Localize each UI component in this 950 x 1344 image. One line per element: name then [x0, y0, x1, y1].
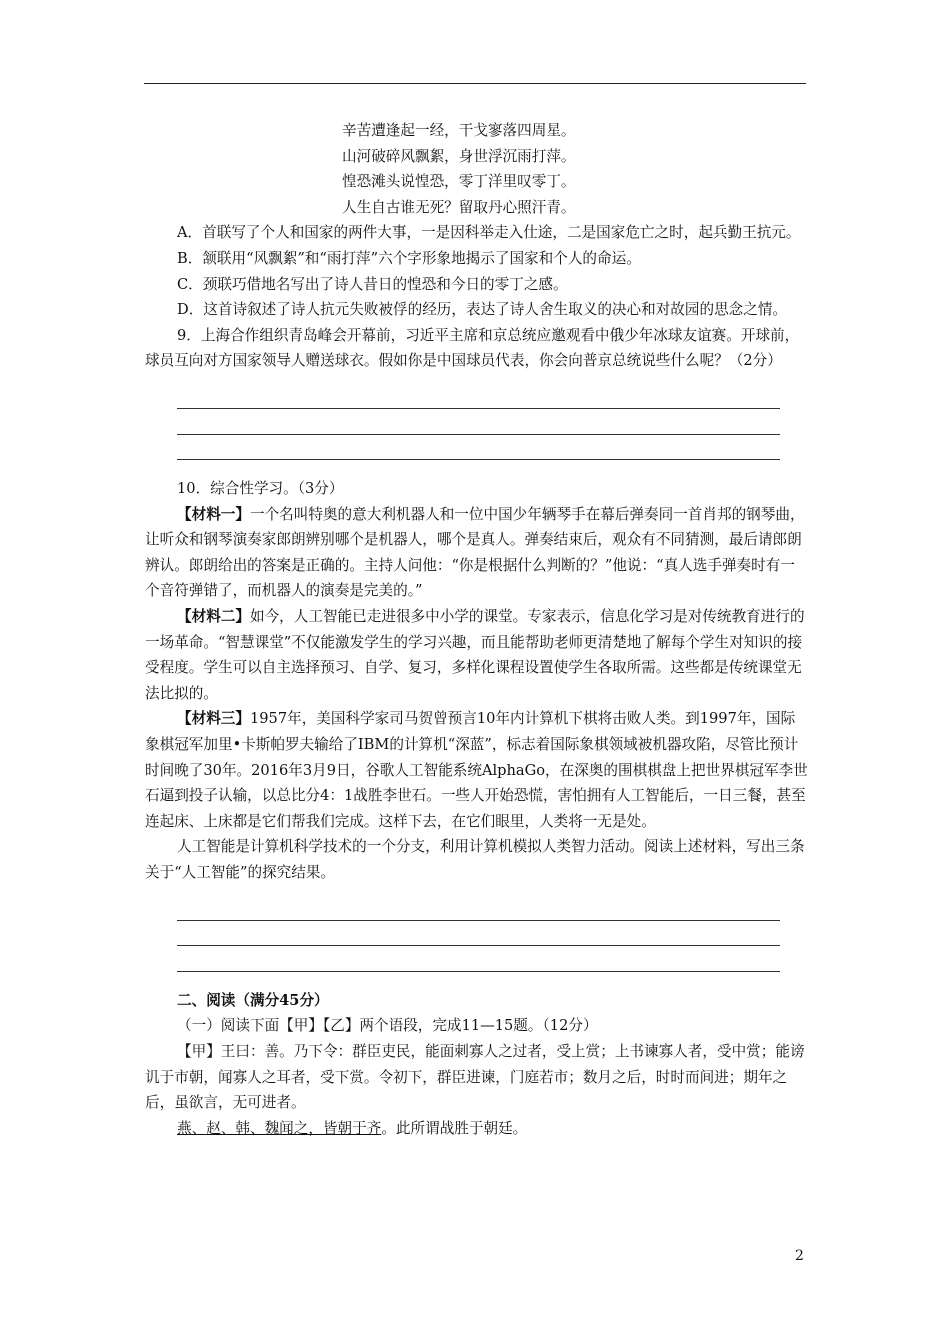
material-3-label: 【材料三】 — [177, 710, 250, 728]
answer-lines-q9 — [145, 374, 809, 464]
poem-line: 辛苦遭逢起一经，干戈寥落四周星。 — [342, 122, 576, 139]
option-c: C．颈联巧借地名写出了诗人昔日的惶恐和今日的零丁之感。 — [177, 275, 568, 293]
ending-text: 。此所谓战胜于朝廷。 — [381, 1119, 528, 1137]
option-b: B．颔联用“风飘絮”和“雨打萍”六个字形象地揭示了国家和个人的命运。 — [177, 249, 641, 267]
question-9: 9．上海合作组织青岛峰会开幕前，习近平主席和京总统应邀观看中俄少年冰球友谊赛。开球前，球员互向对方国家领导人赠送球衣。假如你是中国球员代表，你会向普京总统说些什么呢？（2分） — [145, 326, 800, 370]
passage-jia-ending — [145, 1116, 809, 1142]
material-1-label: 【材料一】 — [177, 505, 250, 523]
answer-line[interactable] — [177, 409, 780, 434]
poem — [145, 118, 809, 220]
material-1-text: 一个名叫特奥的意大利机器人和一位中国少年辆琴手在幕后弹奏同一首肖邦的钢琴曲，让听众和钢琴演奏家郎朗辨别哪个是机器人，哪个是真人。弹奏结束后，观众有不同猜测，最后请郎朗辨认。郎朗给出的答案是正确的。主持人问他：“你是根据什么判断的？”他说：“真人选手弹奏时有一个音符弹错了，而机器人的演奏是完美的。” — [145, 505, 805, 600]
material-3 — [145, 706, 809, 834]
answer-line[interactable] — [177, 896, 780, 921]
underlined-sentence: 燕、赵、韩、魏闻之，皆朝于齐 — [177, 1119, 382, 1137]
passage-jia-label: 【甲】 — [177, 1042, 221, 1060]
answer-line[interactable] — [177, 921, 780, 946]
material-3-text: 1957年，美国科学家司马贺曾预言10年内计算机下棋将击败人类。到1997年，国际象棋冠军加里•卡斯帕罗夫输给了IBM的计算机“深蓝”，标志着国际象棋领域被机器攻陷，尽管比预计时间晚了30年。2016年3月9日，谷歌人工智能系统AlphaGo，在深奥的围棋棋盘上把世界棋冠军李世石逼到投子认输，以总比分4：1战胜李世石。一些人开始恐慌，害怕拥有人工智能后，一日三餐，甚至连起床、上床都是它们帮我们完成。这样下去，在它们眼里，人类将一无是处。 — [145, 710, 808, 830]
material-2 — [145, 604, 809, 706]
page-content — [145, 118, 809, 1141]
material-2-text: 如今，人工智能已走进很多中小学的课堂。专家表示，信息化学习是对传统教育进行的一场革命。“智慧课堂”不仅能激发学生的学习兴趣，而且能帮助老师更清楚地了解每个学生对知识的接受程度。学生可以自主选择预习、自学、复习，多样化课程设置使学生各取所需。这些都是传统课堂无法比拟的。 — [145, 608, 805, 702]
header-rule — [144, 83, 806, 84]
page-number: 2 — [795, 1248, 804, 1264]
section-2-subheading: （一）阅读下面【甲】【乙】两个语段，完成11—15题。（12分） — [177, 1017, 598, 1035]
poem-line: 惶恐滩头说惶恐，零丁洋里叹零丁。 — [342, 173, 576, 191]
passage-jia-text: 王曰：善。乃下令：群臣吏民，能面刺寡人之过者，受上赏；上书谏寡人者，受中赏；能谤讥于市朝，闻寡人之耳者，受下赏。令初下，群臣进谏，门庭若市；数月之后，时时而间进；期年之后，虽欲言，无可进者。 — [145, 1042, 805, 1112]
poem-line: 人生自古谁无死？留取丹心照汗青。 — [342, 198, 576, 216]
section-2-heading: 二、阅读（满分45分） — [177, 991, 329, 1009]
answer-line[interactable] — [177, 435, 780, 460]
option-a: A．首联写了个人和国家的两件大事，一是因科举走入仕途，二是国家危亡之时，起兵勤王抗元。 — [177, 224, 801, 242]
material-2-label: 【材料二】 — [177, 608, 250, 626]
answer-line[interactable] — [177, 946, 780, 971]
question-10-prompt: 人工智能是计算机科学技术的一个分支，利用计算机模拟人类智力活动。阅读上述材料，写出三条关于“人工智能”的探究结果。 — [145, 838, 805, 882]
passage-jia — [145, 1039, 809, 1116]
answer-line[interactable] — [177, 384, 780, 409]
answer-lines-q10 — [145, 886, 809, 976]
question-10-title: 10．综合性学习。（3分） — [177, 480, 344, 498]
poem-line: 山河破碎风飘絮，身世浮沉雨打萍。 — [342, 147, 576, 165]
option-d: D．这首诗叙述了诗人抗元失败被俘的经历，表达了诗人舍生取义的决心和对故园的思念之情。 — [177, 301, 788, 319]
material-1 — [145, 502, 809, 604]
